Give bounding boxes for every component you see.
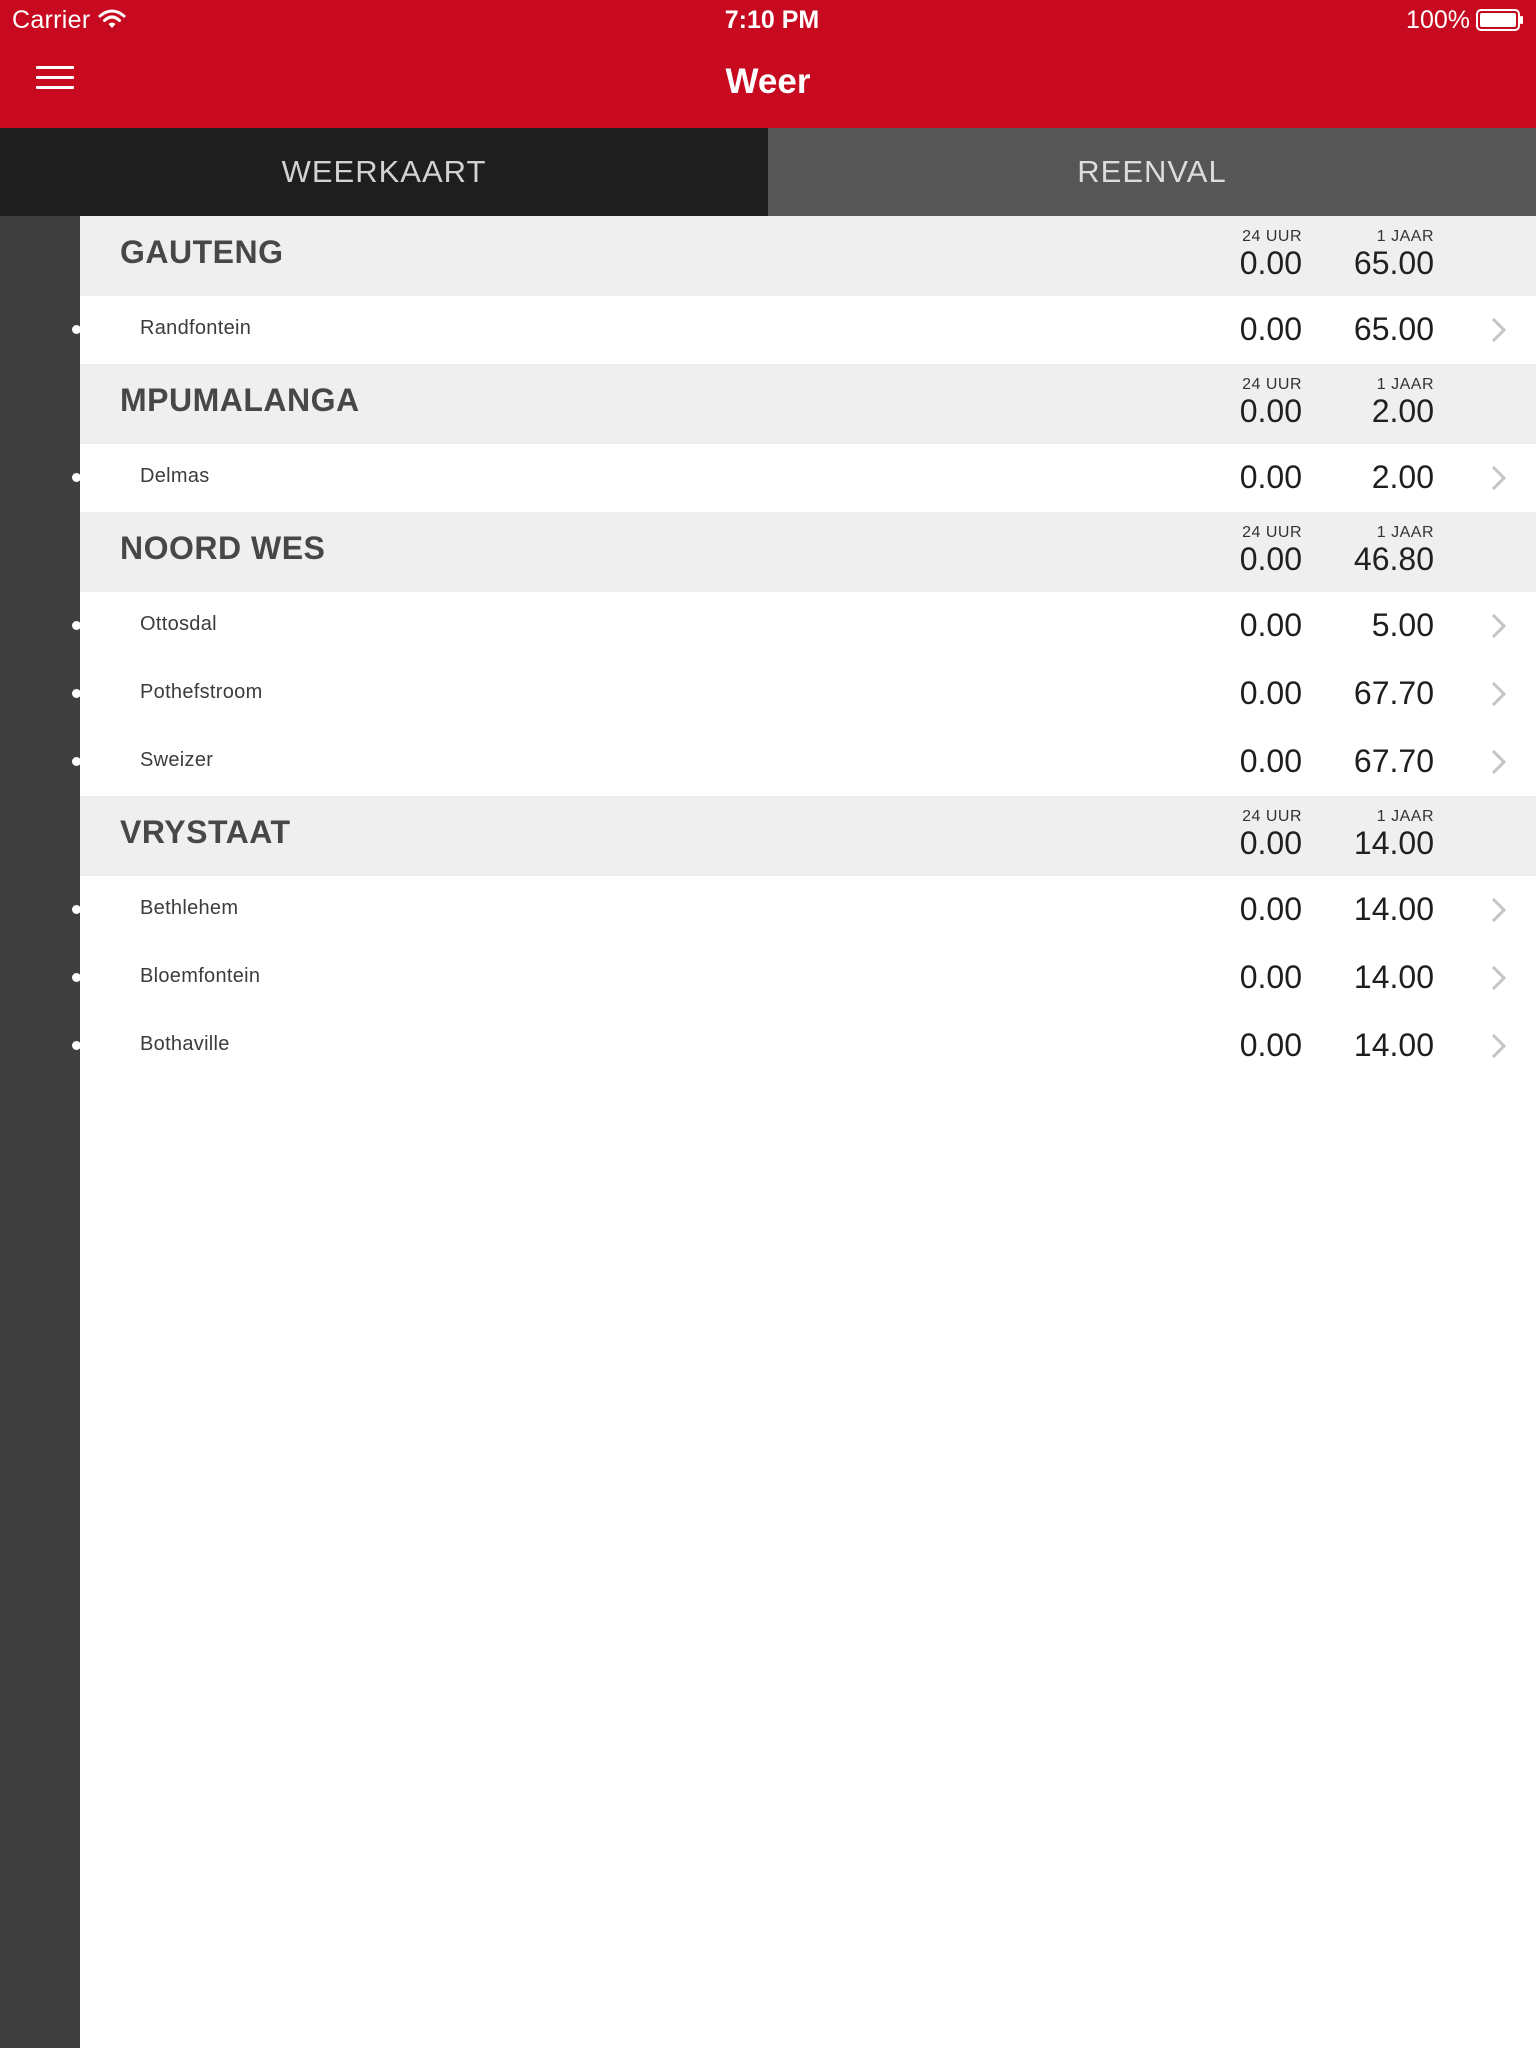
station-name: Bethlehem bbox=[140, 897, 239, 919]
year-value: 5.00 bbox=[1371, 607, 1434, 643]
year-value: 2.00 bbox=[1371, 459, 1434, 495]
station-name: Randfontein bbox=[140, 317, 252, 339]
day-value: 0.00 bbox=[1239, 1027, 1302, 1063]
battery-percent: 100% bbox=[1406, 6, 1470, 34]
row-dot bbox=[72, 905, 81, 914]
day-total bbox=[1240, 228, 1302, 280]
station-name: Bothaville bbox=[140, 1033, 230, 1055]
year-total bbox=[1354, 228, 1434, 280]
day-value: 0.00 bbox=[1239, 311, 1302, 347]
chevron-right-icon bbox=[1490, 896, 1508, 924]
section-title: MPUMALANGA bbox=[120, 382, 360, 418]
day-value: 0.00 bbox=[1239, 607, 1302, 643]
list-item[interactable] bbox=[80, 944, 1536, 1012]
year-caption: 1 JAAR bbox=[1376, 524, 1434, 541]
row-dot bbox=[72, 473, 81, 482]
list-item[interactable] bbox=[80, 444, 1536, 512]
list-item[interactable] bbox=[80, 660, 1536, 728]
page-title: Weer bbox=[725, 62, 811, 101]
year-value: 67.70 bbox=[1353, 743, 1434, 779]
chevron-right-icon bbox=[1490, 1032, 1508, 1060]
day-value: 0.00 bbox=[1239, 675, 1302, 711]
section-title: GAUTENG bbox=[120, 234, 284, 270]
year-total-value: 65.00 bbox=[1353, 245, 1434, 281]
rainfall-list bbox=[80, 216, 1536, 1080]
day-caption: 24 UUR bbox=[1242, 228, 1302, 245]
list-item[interactable] bbox=[80, 296, 1536, 364]
day-value: 0.00 bbox=[1239, 459, 1302, 495]
row-dot bbox=[72, 757, 81, 766]
station-name: Delmas bbox=[140, 465, 210, 487]
chevron-right-icon bbox=[1490, 612, 1508, 640]
station-name: Ottosdal bbox=[140, 613, 217, 635]
section-header-noord-wes bbox=[80, 512, 1536, 592]
list-item[interactable] bbox=[80, 876, 1536, 944]
section-title: VRYSTAAT bbox=[120, 814, 291, 850]
year-value: 67.70 bbox=[1353, 675, 1434, 711]
day-caption: 24 UUR bbox=[1242, 376, 1302, 393]
year-caption: 1 JAAR bbox=[1376, 808, 1434, 825]
tab-reenval[interactable]: REENVAL bbox=[768, 128, 1536, 216]
year-value: 65.00 bbox=[1353, 311, 1434, 347]
day-total bbox=[1240, 808, 1302, 860]
day-total-value: 0.00 bbox=[1239, 245, 1302, 281]
day-value: 0.00 bbox=[1239, 959, 1302, 995]
sidebar bbox=[0, 216, 80, 2048]
day-total-value: 0.00 bbox=[1239, 393, 1302, 429]
year-value: 14.00 bbox=[1353, 1027, 1434, 1063]
day-value: 0.00 bbox=[1239, 891, 1302, 927]
year-total-value: 14.00 bbox=[1353, 825, 1434, 861]
list-item[interactable] bbox=[80, 592, 1536, 660]
row-dot bbox=[72, 1041, 81, 1050]
station-name: Pothefstroom bbox=[140, 681, 263, 703]
year-caption: 1 JAAR bbox=[1376, 228, 1434, 245]
chevron-right-icon bbox=[1490, 964, 1508, 992]
day-total bbox=[1240, 376, 1302, 428]
chevron-right-icon bbox=[1490, 316, 1508, 344]
chevron-right-icon bbox=[1490, 748, 1508, 776]
day-value: 0.00 bbox=[1239, 743, 1302, 779]
list-item[interactable] bbox=[80, 1012, 1536, 1080]
tab-bar bbox=[0, 128, 1536, 216]
year-value: 14.00 bbox=[1353, 891, 1434, 927]
row-dot bbox=[72, 325, 81, 334]
day-total-value: 0.00 bbox=[1239, 825, 1302, 861]
section-header-vrystaat bbox=[80, 796, 1536, 876]
year-caption: 1 JAAR bbox=[1376, 376, 1434, 393]
section-header-mpumalanga bbox=[80, 364, 1536, 444]
status-time: 7:10 PM bbox=[724, 6, 820, 34]
row-dot bbox=[72, 689, 81, 698]
year-total bbox=[1354, 808, 1434, 860]
station-name: Sweizer bbox=[140, 749, 214, 771]
section-title: NOORD WES bbox=[120, 530, 326, 566]
carrier-label: Carrier bbox=[12, 6, 91, 34]
year-total-value: 2.00 bbox=[1371, 393, 1434, 429]
chevron-right-icon bbox=[1490, 464, 1508, 492]
row-dot bbox=[72, 621, 81, 630]
chevron-right-icon bbox=[1490, 680, 1508, 708]
day-caption: 24 UUR bbox=[1242, 808, 1302, 825]
top-bar bbox=[0, 0, 1536, 128]
year-total-value: 46.80 bbox=[1353, 541, 1434, 577]
tab-weerkaart[interactable]: WEERKAART bbox=[0, 128, 768, 216]
list-item[interactable] bbox=[80, 728, 1536, 796]
year-total bbox=[1372, 376, 1434, 428]
year-total bbox=[1354, 524, 1434, 576]
row-dot bbox=[72, 973, 81, 982]
station-name: Bloemfontein bbox=[140, 965, 261, 987]
day-total bbox=[1240, 524, 1302, 576]
section-header-gauteng bbox=[80, 216, 1536, 296]
battery-icon bbox=[1476, 9, 1524, 31]
day-caption: 24 UUR bbox=[1242, 524, 1302, 541]
day-total-value: 0.00 bbox=[1239, 541, 1302, 577]
year-value: 14.00 bbox=[1353, 959, 1434, 995]
